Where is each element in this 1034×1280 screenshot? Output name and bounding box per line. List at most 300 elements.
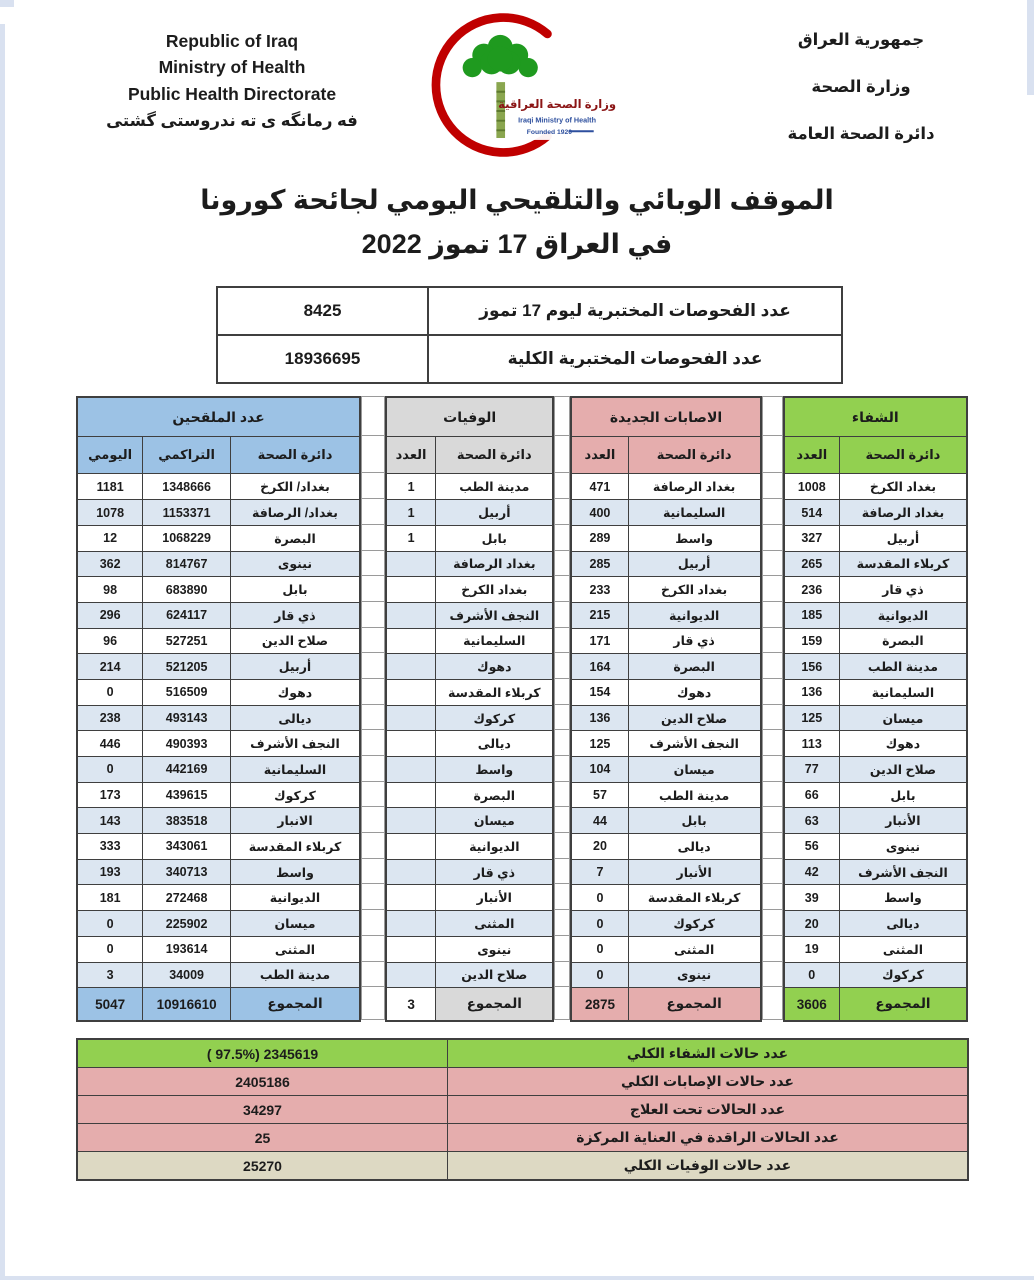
directorate-cell: ديالى [230,705,360,731]
table-row [77,577,360,603]
table-row [386,474,553,500]
directorate-cell: الأنبار [839,808,967,834]
directorate-cell: المثنى [839,936,967,962]
directorate-cell: مدينة الطب [436,474,554,500]
count-cell: 471 [571,474,628,500]
count-cell [386,577,436,603]
table-row [784,500,967,526]
directorate-cell: ذي قار [839,577,967,603]
table-row [784,962,967,988]
spacer-cell [555,987,570,1020]
count-cell [386,911,436,937]
directorate-cell: ميسان [436,808,554,834]
table-row [386,525,553,551]
total-value-cell: 10916610 [143,988,231,1022]
table-row [77,936,360,962]
directorate-cell: ذي قار [230,602,360,628]
directorate-cell: بغداد/ الرصافة [230,500,360,526]
count-cell: 20 [571,834,628,860]
directorate-cell: الانبار [230,808,360,834]
spacer-row [762,678,782,704]
spacer-row [762,550,782,576]
spacer-cell [555,910,570,936]
directorate-cell: الديوانية [628,602,761,628]
table-row [571,679,760,705]
count-cell [386,885,436,911]
count-cell: 104 [571,757,628,783]
total-tests-value: 18936695 [217,335,428,383]
spacer-row [555,730,570,756]
lab-tests-table [216,286,1034,384]
spacer-row [555,833,570,859]
spacer-cell [762,473,782,499]
lab-tests-grid [216,286,843,384]
table-row [784,654,967,680]
spacer-cell [555,756,570,782]
spacer-row [362,473,385,499]
table-row [784,679,967,705]
spacer-row [762,858,782,884]
summary-table [76,1038,1034,1181]
directorate-cell: كركوك [436,705,554,731]
directorate-cell: ذي قار [628,628,761,654]
table-row [571,628,760,654]
daily-tests-value: 8425 [217,287,428,335]
count-cell: 1078 [77,500,143,526]
spacer-row [362,601,385,627]
directorate-cell: بغداد الكرخ [839,474,967,500]
summary-label-cell: عدد حالات الوفيات الكلي [448,1152,969,1181]
directorate-cell: كربلاء المقدسة [839,551,967,577]
spacer-row [362,781,385,807]
count-cell: 493143 [143,705,231,731]
spacer-cell [762,678,782,704]
directorate-cell: بابل [839,782,967,808]
table-row [77,602,360,628]
table-spacer-column [762,396,783,1020]
table-row [571,602,760,628]
spacer-cell [362,576,385,602]
count-cell: 289 [571,525,628,551]
spacer-cell [555,858,570,884]
logo-arabic-name: وزارة الصحة العراقية [498,99,617,112]
directorate-cell: مدينة الطب [628,782,761,808]
directorate-cell: النجف الأشرف [230,731,360,757]
spacer-cell [362,627,385,653]
scan-edge-topright [1027,0,1034,95]
spacer-row [362,858,385,884]
count-cell: 173 [77,782,143,808]
spacer-row [762,473,782,499]
directorate-cell: البصرة [839,628,967,654]
vaccinated-column-header: دائرة الصحة [230,437,360,474]
table-row [571,500,760,526]
table-row [784,859,967,885]
spacer-cell [762,524,782,550]
spacer-row [362,704,385,730]
table-row [571,782,760,808]
count-cell: 215 [571,602,628,628]
spacer-cell [762,910,782,936]
directorate-cell: البصرة [628,654,761,680]
summary-label-cell: عدد الحالات الراقدة في العناية المركزة [448,1124,969,1152]
spacer-row [762,436,782,473]
count-cell: 164 [571,654,628,680]
spacer-cell [762,601,782,627]
directorate-cell: كربلاء المقدسة [436,679,554,705]
spacer-row [555,436,570,473]
count-cell: 7 [571,859,628,885]
header-arabic-block [746,30,976,171]
directorate-cell: النجف الأشرف [628,731,761,757]
total-label-cell: المجموع [839,988,967,1022]
spacer-cell [362,807,385,833]
directorate-cell: ميسان [839,705,967,731]
spacer-row [762,601,782,627]
directorate-cell: كركوك [230,782,360,808]
spacer-row [762,884,782,910]
spacer-cell [555,627,570,653]
table-row [386,679,553,705]
count-cell: 490393 [143,731,231,757]
spacer-row [762,807,782,833]
spacer-cell [362,550,385,576]
count-cell: 0 [571,885,628,911]
spacer-row [362,756,385,782]
spacer-row [362,833,385,859]
spacer-row [555,807,570,833]
table-row [571,834,760,860]
spacer-row [555,756,570,782]
spacer-row [555,884,570,910]
table-row [784,705,967,731]
spacer-row [762,397,782,436]
ministry-logo-icon [407,12,619,158]
directorate-cell: بغداد الكرخ [628,577,761,603]
page-header [0,0,1034,171]
count-cell: 113 [784,731,840,757]
count-cell: 285 [571,551,628,577]
table-row [784,911,967,937]
table-spacer-column [361,396,385,1020]
directorate-cell: النجف الأشرف [436,602,554,628]
directorate-cell: ميسان [230,911,360,937]
spacer-row [762,730,782,756]
table-row [784,885,967,911]
recovery-table-title: الشفاء [784,397,967,437]
count-cell [386,962,436,988]
spacer-cell [362,499,385,525]
table-row [386,602,553,628]
count-cell: 516509 [143,679,231,705]
table-row [77,782,360,808]
spacer-cell [762,858,782,884]
directorate-cell: ذي قار [436,859,554,885]
count-cell [386,602,436,628]
table-row [386,628,553,654]
recovery-title-row [784,397,967,437]
total-value-cell: 2875 [571,988,628,1022]
count-cell: 0 [77,936,143,962]
summary-row [77,1152,968,1181]
table-row [784,834,967,860]
count-cell: 193614 [143,936,231,962]
header-kurdish-line: فه رمانگه ی ته ندروستی گشتی [106,111,358,130]
count-cell: 233 [571,577,628,603]
spacer-cell [362,833,385,859]
table-row [77,834,360,860]
count-cell: 400 [571,500,628,526]
directorate-cell: دهوك [628,679,761,705]
directorate-cell: مدينة الطب [230,962,360,988]
count-cell: 514 [784,500,840,526]
summary-label-cell: عدد الحالات تحت العلاج [448,1096,969,1124]
summary-grid [76,1038,969,1181]
table-row [784,808,967,834]
count-cell: 1153371 [143,500,231,526]
table-row [784,628,967,654]
count-cell: 98 [77,577,143,603]
table-row [571,911,760,937]
recovery-table [783,396,968,1022]
directorate-cell: الديوانية [839,602,967,628]
spacer-row [762,653,782,679]
table-row [571,936,760,962]
directorate-cell: بغداد الرصافة [628,474,761,500]
count-cell [386,705,436,731]
directorate-cell: نينوى [839,834,967,860]
directorate-cell: ديالى [436,731,554,757]
logo-english-name: Iraqi Ministry of Health [518,115,597,125]
directorate-cell: السليمانية [628,500,761,526]
count-cell: 136 [784,679,840,705]
spacer-row [362,961,385,987]
table-row [784,551,967,577]
vaccinated-column-header: اليومي [77,437,143,474]
spacer-cell [362,730,385,756]
count-cell [386,808,436,834]
table-row [386,705,553,731]
spacer-row [555,499,570,525]
spacer-cell [555,397,570,436]
spacer-cell [555,807,570,833]
directorate-cell: البصرة [436,782,554,808]
spacer-row [762,987,782,1020]
spacer-row [555,935,570,961]
table-row [217,287,842,335]
directorate-cell: كربلاء المقدسة [628,885,761,911]
deaths-header-row [386,437,553,474]
spacer-row [555,524,570,550]
count-cell: 265 [784,551,840,577]
count-cell: 193 [77,859,143,885]
deaths-total-row [386,988,553,1022]
directorate-cell: ديالى [628,834,761,860]
count-cell: 327 [784,525,840,551]
spacer-row [362,807,385,833]
count-cell: 154 [571,679,628,705]
spacer-cell [762,653,782,679]
table-row [386,962,553,988]
table-row [386,577,553,603]
spacer-cell [555,704,570,730]
table-row [784,602,967,628]
spacer-cell [362,704,385,730]
spacer-cell [555,601,570,627]
table-row [386,500,553,526]
spacer-cell [555,833,570,859]
spacer-cell [762,436,782,473]
count-cell: 527251 [143,628,231,654]
header-english-block [72,28,392,171]
directorate-cell: المثنى [628,936,761,962]
infections-column-header: دائرة الصحة [628,437,761,474]
count-cell: 446 [77,731,143,757]
directorate-cell: السليمانية [230,757,360,783]
count-cell [386,654,436,680]
spacer-row [762,781,782,807]
vaccinated-column-header: التراكمي [143,437,231,474]
spacer-row [362,884,385,910]
directorate-cell: المثنى [230,936,360,962]
directorate-cell: أربيل [628,551,761,577]
count-cell [386,757,436,783]
spacer-cell [555,436,570,473]
spacer-cell [555,653,570,679]
spacer-row [762,704,782,730]
report-title-line2: في العراق 17 تموز 2022 [361,228,673,259]
count-cell [386,731,436,757]
daily-tests-label: عدد الفحوصات المختبرية ليوم 17 تموز [428,287,842,335]
table-row [784,757,967,783]
table-row [784,731,967,757]
directorate-cell: أربيل [436,500,554,526]
count-cell: 0 [571,936,628,962]
count-cell [386,679,436,705]
count-cell: 181 [77,885,143,911]
spacer-cell [555,961,570,987]
report-title [0,179,1034,266]
summary-value-cell: 25 [77,1124,448,1152]
table-row [77,911,360,937]
stat-tables-row [76,396,968,1022]
spacer-cell [762,987,782,1020]
deaths-column-header: العدد [386,437,436,474]
table-row [386,936,553,962]
spacer-row [362,397,385,436]
infections-table-title: الاصابات الجديدة [571,397,760,437]
count-cell: 56 [784,834,840,860]
spacer-row [362,910,385,936]
count-cell [386,936,436,962]
spacer-row [762,935,782,961]
spacer-row [762,627,782,653]
spacer-row [362,730,385,756]
directorate-cell: ديالى [839,911,967,937]
count-cell [386,859,436,885]
spacer-row [362,653,385,679]
spacer-cell [362,756,385,782]
table-row [77,757,360,783]
table-row [77,885,360,911]
spacer-row [362,576,385,602]
count-cell: 1348666 [143,474,231,500]
spacer-cell [362,910,385,936]
spacer-cell [555,781,570,807]
directorate-cell: بغداد/ الكرخ [230,474,360,500]
directorate-cell: النجف الأشرف [839,859,967,885]
spacer-cell [762,807,782,833]
spacer-row [362,987,385,1020]
spacer-cell [762,730,782,756]
table-row [784,577,967,603]
scan-edge-left [0,24,5,1280]
header-arabic-line1: جمهورية العراق [797,31,925,49]
table-row [571,525,760,551]
directorate-cell: بغداد الرصافة [839,500,967,526]
vaccinated-title-row [77,397,360,437]
spacer-row [762,910,782,936]
directorate-cell: بابل [230,577,360,603]
spacer-row [555,627,570,653]
count-cell: 624117 [143,602,231,628]
count-cell: 0 [77,911,143,937]
spacer-row [555,987,570,1020]
count-cell: 77 [784,757,840,783]
spacer-cell [362,884,385,910]
deaths-table [385,396,554,1022]
count-cell: 63 [784,808,840,834]
spacer-row [362,499,385,525]
table-row [571,859,760,885]
count-cell: 0 [571,962,628,988]
count-cell: 143 [77,808,143,834]
table-row [77,654,360,680]
count-cell: 340713 [143,859,231,885]
count-cell [386,551,436,577]
summary-label-cell: عدد حالات الإصابات الكلي [448,1068,969,1096]
header-arabic-line2: وزارة الصحة [811,78,911,96]
count-cell: 0 [77,757,143,783]
spacer-cell [762,397,782,436]
count-cell: 296 [77,602,143,628]
table-row [386,859,553,885]
header-english-line3: Public Health Directorate [127,83,337,104]
spacer-cell [362,781,385,807]
count-cell: 0 [77,679,143,705]
spacer-row [362,550,385,576]
directorate-cell: المثنى [436,911,554,937]
spacer-cell [362,858,385,884]
vaccinated-header-row [77,437,360,474]
table-row [571,885,760,911]
spacer-cell [362,524,385,550]
directorate-cell: صلاح الدين [628,705,761,731]
total-value-cell: 3 [386,988,436,1022]
spacer-row [555,781,570,807]
spacer-cell [555,935,570,961]
total-label-cell: المجموع [628,988,761,1022]
spacer-row [555,704,570,730]
table-row [784,474,967,500]
total-label-cell: المجموع [230,988,360,1022]
total-value-cell: 5047 [77,988,143,1022]
vaccinated-table [76,396,361,1022]
table-row [77,705,360,731]
count-cell: 96 [77,628,143,654]
table-row [386,757,553,783]
count-cell: 44 [571,808,628,834]
